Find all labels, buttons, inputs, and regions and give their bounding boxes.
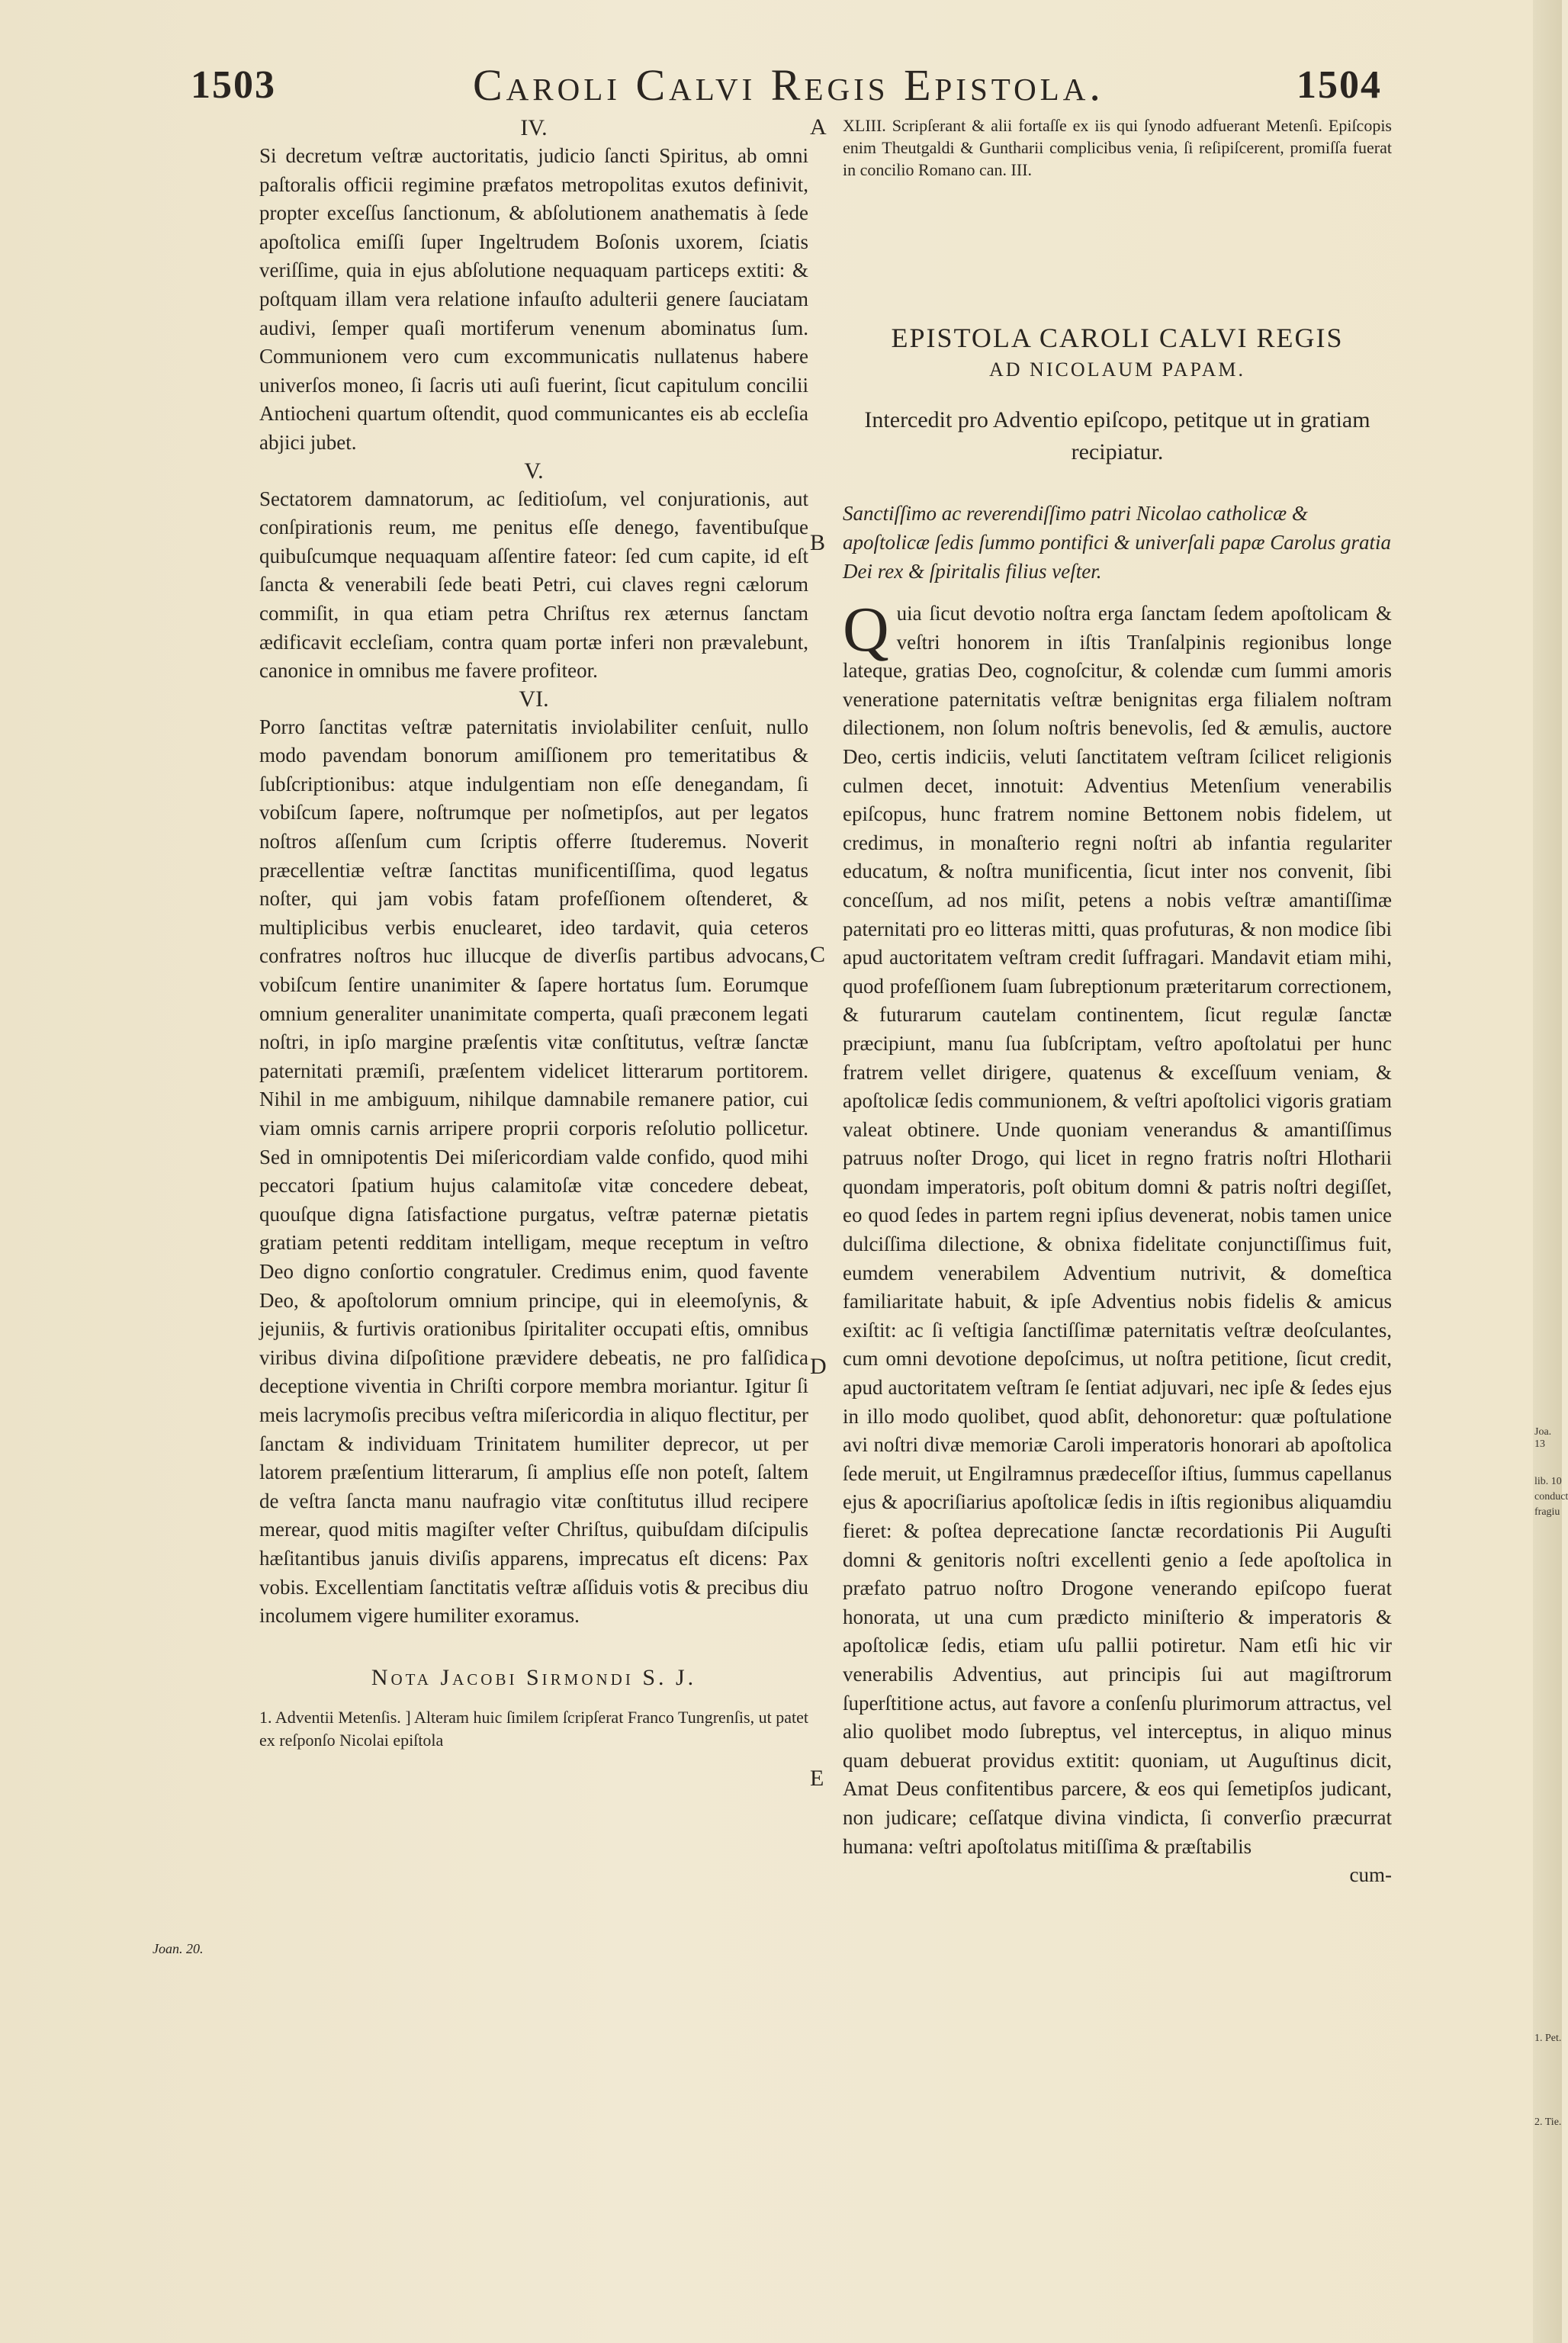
letter-body-text: uia ſicut devotio noſtra erga ſanctam ſedem apoſtolicam & veſtri honorem in iſtis Tranſalpinis regionibus longe lateque, gratias Deo, cognoſcitur, & colendæ cum ſummi amoris veneratione paternitatis veſtræ benignitas erga filialem noſtram dilectionem, non ſolum noſtris benevolis, ſed & æmulis, auctore Deo, certis indiciis, veluti ſanctitatem veſtram ſcilicet religionis culmen decet, innotuit: Adventius Metenſium venerabilis epiſcopus, hunc fratrem nomine Bettonem nobis fidelem, ut credimus, in monaſterio regni noſtri ab infantia regulariter educatum, & noſtra munificentia, ſicut inter nos convenit, ſibi conceſſum, ad nos miſit, petens a nobis veſtræ amantiſſimæ paternitati pro eo litteras mitti, quas profuturas, & non modice ſibi apud auctoritatem veſtram credit ſuffragari. Mandavit etiam mihi, quod profeſſionem ſuam ſubreptionum præteritarum correctionem, & futurarum cautelam continentem, ſicut regulæ ſanctæ præcipiunt, manu ſua ſubſcriptam, veſtro apoſtolatui per hunc fratrem vellet dirigere, quatenus & exceſſuum veniam, & apoſtolicæ ſedis communionem, & veſtri apoſtolici vigoris gratiam valeat obtinere. Unde quoniam venerandus & amantiſſimus patruus noſter Drogo, qui licet in regno fratris noſtri Hlotharii quondam imperatoris, poſt obitum domni & patris noſtri degiſſet, eo quod ſedes in partem regni ipſius devenerat, nobis tamen unice dulciſſima dilectione, & obnixa fidelitate conjunctiſſimus fuit, eumdem venerabilem Adventium nutrivit, & domeſtica familiaritate habuit, & ipſe Adventius nobis fidelis & amicus exiſtit: ac ſi veſtigia ſanctiſſimæ paternitatis veſtræ deoſculantes, cum omni devotione depoſcimus, ut noſtra petitione, ſicut credit, apud auctoritatem veſtram ſe ſentiat adjuvari, nec ipſe & ſedes ejus in illo modo quolibet, quod abſit, dehonoretur: quæ poſtulatione avi noſtri divæ memoriæ Caroli imperatoris honorari ab apoſtolica ſede meruit, ut Engilramnus prædeceſſor iſtius, ſummus capellanus ejus & apocriſiarius apoſtolicæ ſedis in iſtis regionibus aliquamdiu fieret: & poſtea deprecatione ſanctæ recordationis Pii Auguſti domni & genitoris noſtri excellenti genio a ſede apoſtolica in præfato patruo noſtro Drogone venerando epiſcopo fuerat honorata, ut una cum prædicto miniſterio & imperatoris & apoſtolicæ ſedis, etiam uſu pallii potiretur. Nam etſi hic vir venerabilis Adventius, aut principis ſui aut magiſtrorum ſuperſtitione actus, aut favore a conſenſu plurimorum attractus, vel alio quolibet modo ſubreptus, vel interceptus, in aliquo minus quam debuerat providus extitit: quoniam, ut Auguſtinus dicit, Amat Deus confitentibus parcere, & eos qui ſemetipſos judicant, non judicare; ceſſatque divina vindicta, ſi converſio præcurrat humana: veſtri apoſtolatus mitiſſima & præſtabilis [843, 602, 1392, 1858]
strip-note: conduct [1534, 1491, 1568, 1503]
letter-title: EPISTOLA CAROLI CALVI REGIS [891, 323, 1344, 353]
strip-note: fragiu [1534, 1506, 1560, 1518]
letter-salutation: Sanctiſſimo ac reverendiſſimo patri Nicolao catholicæ & apoſtolicæ ſedis ſummo pontifici & univerſali papæ Carolus gratia Dei rex & ſpiritalis filius veſter. [843, 502, 1392, 583]
left-column [259, 114, 808, 1752]
adjacent-page-strip [1533, 0, 1568, 2343]
section-marker-b: B [810, 530, 826, 555]
section-marker-c: C [810, 942, 826, 967]
section-heading-v: V. [524, 458, 544, 484]
drop-cap: Q [843, 594, 889, 665]
note-text: 1. Adventii Metenſis. ] Alteram huic ſimilem ſcripſerat Franco Tungrenſis, ut patet ex reſponſo Nicolai epiſtola [259, 1707, 808, 1750]
strip-note: 1. Pet. [1534, 2033, 1562, 2044]
strip-note: lib. 10 [1534, 1476, 1562, 1487]
section-marker-a: A [810, 114, 827, 140]
letter-body [843, 594, 1392, 1861]
paragraph-vi: Porro ſanctitas veſtræ paternitatis inviolabiliter cenſuit, nullo modo pavendam bonorum amiſſionem pro temeritatibus & ſubſcriptionibus: atque indulgentiam non eſſe denegandam, ſi vobiſcum ſapere, noſtrumque per noſmetipſos, aut per legatos noſtros aſſenſum cum ſcriptis offerre ſtuderemus. Noverit præcellentiæ veſtræ ſanctitas munificentiſſima, quod legatus noſter, qui jam vobis fatam profeſſionem oſtenderet, & multiplicibus verbis enuclearet, ideo tardavit, quia ceteros confratres noſtros huc illucque de diverſis partibus advocans, vobiſcum ſentire unanimiter & ſapere hortatus ſum. Eorumque omnium generaliter unanimitate comperta, quaſi præconem legati noſtri, in ipſo margine præſentis vitæ conſtitutus, veſtræ ſanctæ paternitati præmiſi, præſentem videlicet litterarum portitorem. Nihil in me ambiguum, nihilque damnabile remanere patior, cui viam omnis carnis arripere proprii corporis reſolutio pollicetur. Sed in omnipotentis Dei miſericordiam valde confido, quod mihi peccatori ſpatium hujus calamitoſæ vitæ concedere debeat, quouſque digna ſatisfactione purgatus, veſtræ paternæ pietatis gratiam petenti redditam intelligam, meque receptum in veſtro Deo digno conſortio congratuler. Credimus enim, quod favente Deo, & apoſtolorum omnium principe, qui in eleemoſynis, & jejuniis, & furtivis orationibus ſpiritaliter occupati eſtis, omnibus viribus divina diſpoſitione prævidere debeatis, ne pro falſidica deceptione viventia in Chriſti corpore membra moriantur. Igitur ſi meis lacrymoſis precibus veſtra miſericordia in aliquo flectitur, per ſanctam & individuam Trinitatem humiliter deprecor, ut per latorem præſentium litterarum, ſi amplius eſſe non poteſt, ſaltem de veſtra ſancta manu naufragio vitæ conſtitutus illud recipere merear, quod mitis magiſter veſter Chriſtus, quibuſdam diſcipulis hæſitantibus januis diviſis apparens, imprecatus eſt dicens: Pax vobis. Excellentiam ſanctitatis veſtræ aſſiduis votis & precibus diu incolumem vigere humiliter exoramus. [259, 715, 808, 1628]
paragraph-v: Sectatorem damnatorum, ac ſeditioſum, vel conjurationis, aut conſpirationis reum, me penitus eſſe denego, faventibuſque quibuſcumque nequaquam aſſentire fateor: ſed cum capite, id eſt ſancta & venerabili ſede beati Petri, cui claves regni cælorum commiſit, in qua etiam petra Chriſtus rex æternus ſanctam ædificavit eccleſiam, contra quam portæ inferi non prævalebunt, canonice in omnibus me favere profiteor. [259, 487, 808, 683]
letter-subtitle: AD NICOLAUM PAPAM. [989, 358, 1245, 381]
section-marker-d: D [810, 1354, 827, 1379]
footnote-continuation: XLIII. Scripſerant & alii fortaſſe ex iis qui ſynodo adfuerant Metenſi. Epiſcopis enim Theutgaldi & Guntharii complicibus venia, ſi reſipiſcerent, promiſſa fuerat in concilio Romano can. III. [843, 116, 1392, 179]
right-column [843, 114, 1392, 1890]
strip-note: Joa. 13 [1534, 1426, 1552, 1450]
section-heading-vi: VI. [519, 686, 549, 712]
running-title: Caroli Calvi Regis Epistola. [473, 60, 1104, 110]
catchword: cum- [1349, 1863, 1392, 1887]
section-heading-iv: IV. [520, 115, 548, 140]
paragraph-iv: Si decretum veſtræ auctoritatis, judicio ſancti Spiritus, ab omni paſtoralis officii regimine præfatos metropolitas exutos definivit, propter exceſſus ſanctionum, & abſolutionem anathematis à ſede apoſtolica emiſſi ſuper Ingeltrudem Boſonis uxorem, ſciatis veriſſime, quia in ejus abſolutione nequaquam particeps extiti: & poſtquam illam vera relatione infauſto adulterii genere ſauciatam audivi, ſemper quaſi mortiferum venenum abominatus ſum. Communionem vero cum excommunicatis nullatenus habere univerſos moneo, ſi ſacris uti auſi fuerint, ſicut capitulum concilii Antiocheni quartum oſtendit, quod communicantes eis ab eccleſia abjici jubet. [259, 144, 808, 454]
margin-note-left: Joan. 20. [153, 1941, 204, 1956]
page-number-right: 1504 [1296, 63, 1382, 107]
strip-note: 2. Tie. [1534, 2116, 1562, 2128]
page-number-left: 1503 [191, 63, 276, 107]
letter-summary: Intercedit pro Adventio epiſcopo, petitque ut in gratiam recipiatur. [864, 407, 1370, 464]
note-heading: Nota Jacobi Sirmondi S. J. [371, 1664, 697, 1690]
section-marker-e: E [810, 1766, 824, 1791]
